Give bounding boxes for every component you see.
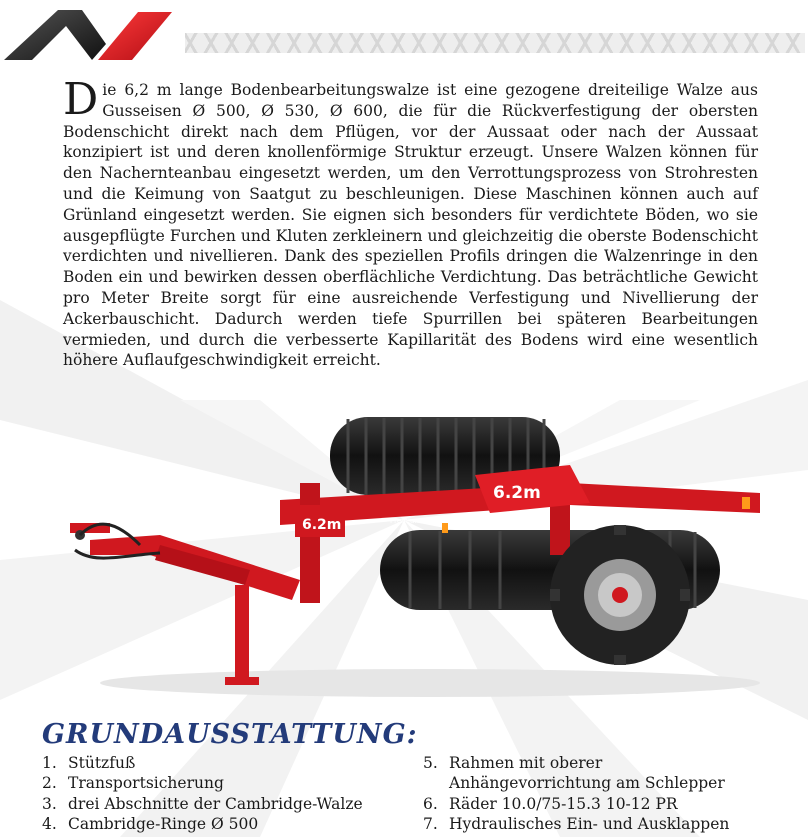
intro-paragraph	[63, 74, 758, 371]
roller-machine-image	[30, 405, 790, 710]
list-item: 7. Hydraulisches Ein- und Ausklappen	[423, 814, 730, 833]
list-item: 2. Transportsicherung	[42, 774, 224, 793]
list-item: 6. Räder 10.0/75-15.3 10-12 PR	[423, 794, 678, 813]
list-item: 3. drei Abschnitte der Cambridge-Walze	[42, 794, 363, 813]
list-item: Anhängevorrichtung am Schlepper	[449, 774, 725, 793]
list-item: 4. Cambridge-Ringe Ø 500	[42, 814, 259, 833]
brand-logo	[2, 4, 174, 62]
equipment-list-right	[423, 753, 729, 834]
list-item: 1. Stützfuß	[42, 754, 136, 772]
equipment-list-left	[42, 753, 363, 834]
size-label-side: 6.2m	[493, 483, 541, 503]
equipment-heading: GRUNDAUSSTATTUNG:	[42, 719, 418, 750]
header-decor-band	[185, 33, 805, 53]
drop-cap: D	[63, 74, 99, 125]
paragraph-text: ie 6,2 m lange Bodenbearbeitungswalze ist eine gezogene dreiteilige Walze aus Gusseisen Ø 500, Ø 530, Ø 600, die für die Rückverfestigung der obersten Bodenschicht direkt nach dem Pflügen, vor der Aussaat oder nach der Aussaat konzipiert ist und deren knollenförmige Struktur erzeugt. Unsere Walzen können für den Nachernteanbau eingesetzt werden, um den Verrottungsprozess von Strohresten und die Keimung von Saatgut zu beschleunigen. Diese Maschinen können auch auf Grünland eingesetzt werden. Sie eignen sich besonders für verdichtete Böden, wo sie ausgepflügte Furchen und Kluten zerkleinern und gleichzeitig die oberste Bodenschicht verdichten und nivellieren. Dank des speziellen Profils dringen die Walzenringe in den Boden ein und bewirken dessen oberflächliche Verdichtung. Das beträchtliche Gewicht pro Meter Breite sorgt für eine ausreichende Verfestigung und Nivellierung der Ackerbauschicht. Dadurch werden tiefe Spurrillen bei späteren Bearbeitungen vermieden, und durch die verbesserte Kapillarität des Bodens wird eine wesentlich höhere Auflaufgeschwindigkeit erreicht.	[63, 81, 758, 370]
size-label-front: 6.2m	[302, 517, 342, 533]
brand-label: Premium Lis	[390, 517, 433, 525]
list-item: 5. Rahmen mit oberer	[423, 754, 603, 772]
